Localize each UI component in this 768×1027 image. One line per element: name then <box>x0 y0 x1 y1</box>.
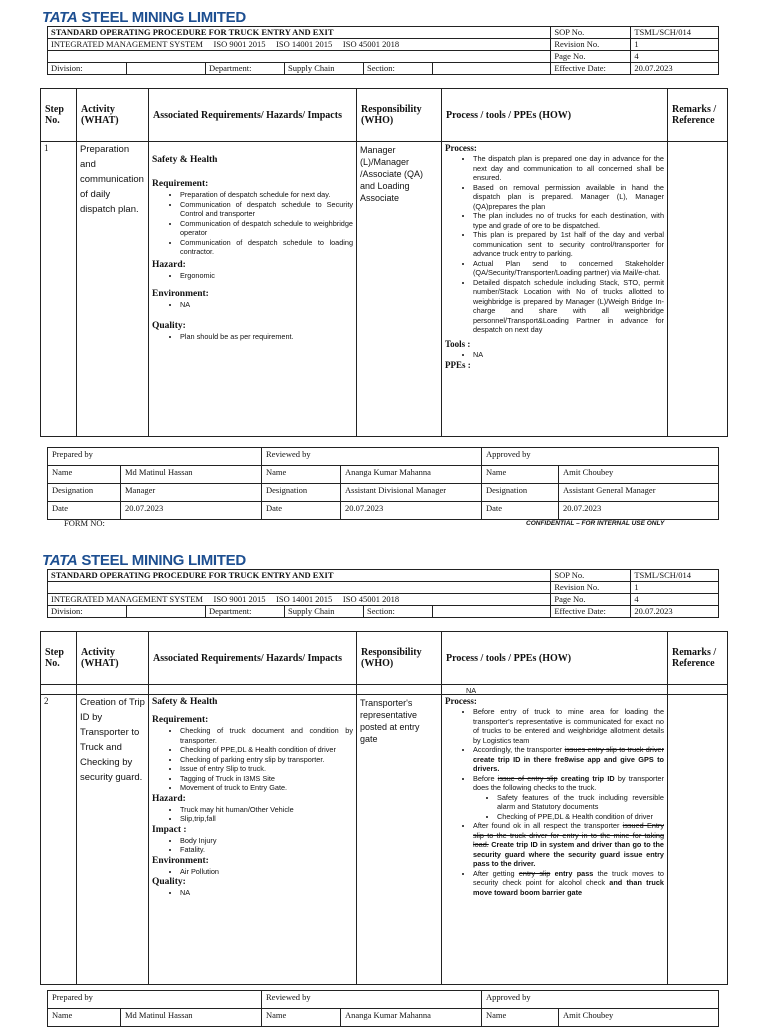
process-cell: NA Process: • Before entry of truck to mine area for loading the transporter's representative is communicated for exact no of trucks to be entered and weighbridge allotment details by Logistics team • Accordingly, the transporter issues entry slip to truck driver create trip ID in there fre8wise app and give GPS to drivers. • Before issue of entry slip creating trip ID by transporter does the following checks to the truck. • Safety features of the truck including reversible alarm and Statutory documents • Checking of PPE,DL & Health condition of driver • After found ok in all respect the transporter issued Entry slip to the truck driver for entry in to the mine for taking load. Create trip ID in system and driver than go to the security guard where the security guard issue entry pass to the driver. • After getting entry slip entry pass the truck moves to security check point for alcohol check and than truck move toward boom barrier gate <box>442 695 668 985</box>
confidential-note: CONFIDENTIAL – FOR INTERNAL USE ONLY <box>526 520 665 527</box>
list-item: • After getting entry slip entry pass the truck moves to security check point for alcohol check and than truck move toward boom barrier gate <box>473 869 664 898</box>
list-item: • Truck may hit human/Other Vehicle <box>180 805 353 815</box>
doc-header: STANDARD OPERATING PROCEDURE FOR TRUCK ENTRY AND EXIT SOP No. TSML/SCH/014 INTEGRATED MANAGEMENT SYSTEM ISO 9001 2015 ISO 14001 2015 ISO 45001 2018 Revision No. 1 Page No. 4 Division: Department: Supply Chain Section: Effective Date: 20.07.2023 <box>47 26 719 75</box>
list-item: • After found ok in all respect the transporter issued Entry slip to the truck driver for entry in to the mine for taking load. Create trip ID in system and driver than go to the security guard where the security guard issue entry pass to the driver. <box>473 821 664 869</box>
activity-cell: Preparation and communication of daily dispatch plan. <box>77 142 149 437</box>
list-item: • Checking of parking entry slip by transporter. <box>180 755 353 765</box>
list-item: • Checking of PPE,DL & Health condition of driver <box>180 745 353 755</box>
list-item: • Safety features of the truck including reversible alarm and Statutory documents <box>497 793 664 812</box>
list-item: • Actual Plan send to concerned Stakeholder (QA/Security/Transporter/Loading partner) via Mail/e-chat. <box>473 259 664 278</box>
list-item: • This plan is prepared by 1st half of the day and verbal communication sent to security control/transporter for advance truck entry to parking. <box>473 230 664 259</box>
process-cell: Process: • The dispatch plan is prepared one day in advance for the next day and communication to all concerned shall be ensured. • Based on removal permission available in hand the dispatch plan is prepared. Manager (L), Manager (QA)prepares the plan • The plan includes no of trucks for each destination, with type and grade of ore to be dispatched. • This plan is prepared by 1st half of the day and verbal communication sent to security control/transporter for advance truck entry to parking. • Actual Plan send to concerned Stakeholder (QA/Security/Transporter/Loading partner) via Mail/e-chat. • Detailed dispatch schedule including Stack, STO, permit number/Stack Location with No of trucks allotted to weighbridge is prepared by Manager (L)/Weigh Bridge In-charge and share with all weighbridge personnel/Transport&Loading Partner in advance for despatch on next day Tools : • NA PPEs : <box>442 142 668 437</box>
list-item: • Checking of truck document and condition by transporter. <box>180 726 353 745</box>
requirement-list <box>152 190 353 257</box>
requirements-cell: Safety & Health Requirement: • Preparation of despatch schedule for next day. • Communication of despatch schedule to Security Control and transporter • Communication of despatch schedule to weighbridge operator • Communication of despatch schedule to loading contractor. Hazard: • Ergonomic Environment: • NA Quality: • Plan should be as per requirement. <box>149 142 357 437</box>
remarks-cell <box>668 695 728 985</box>
revision-number: 1 <box>631 39 719 51</box>
list-item: • Body Injury <box>180 836 353 846</box>
list-item: • Based on removal permission available in hand the dispatch plan is prepared. Manager (L), Manager (QA)prepares the plan <box>473 183 664 212</box>
form-number: FORM NO: <box>64 518 105 528</box>
company-logo: TATA STEEL MINING LIMITED <box>42 9 246 26</box>
page-number: 4 <box>631 51 719 63</box>
list-item: • Slip,trip,fall <box>180 814 353 824</box>
remarks-cell <box>668 142 728 437</box>
list-item: • Before issue of entry slip creating trip ID by transporter does the following checks to the truck. • Safety features of the truck including reversible alarm and Statutory documents • Checking of PPE,DL & Health condition of driver <box>473 774 664 822</box>
company-logo: TATA STEEL MINING LIMITED <box>42 552 246 569</box>
list-item: • Detailed dispatch schedule including Stack, STO, permit number/Stack Location with No of trucks allotted to weighbridge is prepared by Manager (L)/Weigh Bridge In-charge and share with all weighbridge personnel/Transport&Loading Partner in advance for despatch on next day <box>473 278 664 335</box>
procedure-table: Step No. Activity (WHAT) Associated Requirements/ Hazards/ Impacts Responsibility (WHO) Process / tools / PPEs (HOW) Remarks / Reference 2 Creation of Trip ID by Transporter to Truck and Checking by security guard. Safety & Health Requirement: • Checking of truck document and condition by transporter. • Checking of PPE,DL & Health condition of driver • Checking of parking entry slip by transporter. • Issue of entry Slip to truck. • Tagging of Truck in I3MS Site • Movement of truck to Entry Gate. Hazard: • Truck may hit human/Other Vehicle • Slip,trip,fall Impact : • Body Injury • Fatality. Environment: • Air Pollution Quality: • NA Transporter's representative posted at entry gate NA Process: • Before entry of truck to mine area for loading the transporter's representative is communicated for exact no of trucks to be entered and weighbridge allotment details by Logistics team • Accordingly, the transporter issues entry slip to truck driver create trip ID in there fre8wise app and give GPS to drivers. • Before issue of entry slip creating trip ID by transporter does the following checks to the truck. • Safety features of the truck including reversible alarm and Statutory documents • Checking of PPE,DL & Health condition of driver • After found ok in all respect the transporter issued Entry slip to the truck driver for entry in to the mine for taking load. Create trip ID in system and driver than go to the security guard where the security guard issue entry pass to the driver. • After getting entry slip entry pass the truck moves to security check point for alcohol check and than truck move toward boom barrier gate <box>40 631 728 985</box>
step-number: 1 <box>41 142 77 437</box>
sop-number: TSML/SCH/014 <box>631 27 719 39</box>
doc-header: STANDARD OPERATING PROCEDURE FOR TRUCK ENTRY AND EXIT SOP No. TSML/SCH/014 Revision No. 1 INTEGRATED MANAGEMENT SYSTEM ISO 9001 2015 ISO 14001 2015 ISO 45001 2018 Page No. 4 Division: Department: Supply Chain Section: Effective Date: 20.07.2023 <box>47 569 719 618</box>
list-item: • Ergonomic <box>180 271 353 281</box>
list-item: • Communication of despatch schedule to loading contractor. <box>180 238 353 257</box>
list-item: • Issue of entry Slip to truck. <box>180 764 353 774</box>
responsibility-cell: Manager (L)/Manager /Associate (QA) and Loading Associate <box>357 142 442 437</box>
responsibility-cell: Transporter's representative posted at entry gate <box>357 695 442 985</box>
step-number: 2 <box>41 695 77 985</box>
list-item: • Fatality. <box>180 845 353 855</box>
list-item: • Movement of truck to Entry Gate. <box>180 783 353 793</box>
signoff-table: Prepared by Reviewed by Approved by Name Md Matinul Hassan Name Ananga Kumar Mahanna Name Amit Choubey Designation Manager Designation Assistant Divisional Manager Designation Assistant General Manager Date 20.07.2023 Date 20.07.2023 Date 20.07.2023 <box>47 447 719 520</box>
list-item: • Checking of PPE,DL & Health condition of driver <box>497 812 664 822</box>
procedure-table: Step No. Activity (WHAT) Associated Requirements/ Hazards/ Impacts Responsibility (WHO) Process / tools / PPEs (HOW) Remarks / Reference 1 Preparation and communication of daily dispatch plan. Safety & Health Requirement: • Preparation of despatch schedule for next day. • Communication of despatch schedule to Security Control and transporter • Communication of despatch schedule to weighbridge operator • Communication of despatch schedule to loading contractor. Hazard: • Ergonomic Environment: • NA Quality: • Plan should be as per requirement. Manager (L)/Manager /Associate (QA) and Loading Associate Process: • The dispatch plan is prepared one day in advance for the next day and communication to all concerned shall be ensured. • Based on removal permission available in hand the dispatch plan is prepared. Manager (L), Manager (QA)prepares the plan • The plan includes no of trucks for each destination, with type and grade of ore to be dispatched. • This plan is prepared by 1st half of the day and verbal communication sent to security control/transporter for advance truck entry to parking. • Actual Plan send to concerned Stakeholder (QA/Security/Transporter/Loading partner) via Mail/e-chat. • Detailed dispatch schedule including Stack, STO, permit number/Stack Location with No of trucks allotted to weighbridge is prepared by Manager (L)/Weigh Bridge In-charge and share with all weighbridge personnel/Transport&Loading Partner in advance for despatch on next day Tools : • NA PPEs : <box>40 88 728 437</box>
doc-title: STANDARD OPERATING PROCEDURE FOR TRUCK ENTRY AND EXIT <box>48 27 551 39</box>
list-item: • Communication of despatch schedule to weighbridge operator <box>180 219 353 238</box>
list-item: • Communication of despatch schedule to Security Control and transporter <box>180 200 353 219</box>
list-item: • NA <box>473 350 664 360</box>
effective-date: 20.07.2023 <box>631 63 719 75</box>
list-item: • NA <box>180 300 353 310</box>
list-item: • The plan includes no of trucks for each destination, with type and grade of ore to be dispatched. <box>473 211 664 230</box>
list-item: • Air Pollution <box>180 867 353 877</box>
list-item: • Plan should be as per requirement. <box>180 332 353 342</box>
list-item: • Tagging of Truck in I3MS Site <box>180 774 353 784</box>
list-item: • Before entry of truck to mine area for loading the transporter's representative is communicated for exact no of trucks to be entered and weighbridge allotment details by Logistics team <box>473 707 664 745</box>
activity-cell: Creation of Trip ID by Transporter to Truck and Checking by security guard. <box>77 695 149 985</box>
list-item: • The dispatch plan is prepared one day in advance for the next day and communication to all concerned shall be ensured. <box>473 154 664 183</box>
list-item: • Accordingly, the transporter issues entry slip to truck driver create trip ID in there fre8wise app and give GPS to drivers. <box>473 745 664 774</box>
list-item: • Preparation of despatch schedule for next day. <box>180 190 353 200</box>
signoff-table: Prepared by Reviewed by Approved by Name Md Matinul Hassan Name Ananga Kumar Mahanna Name Amit Choubey <box>47 990 719 1027</box>
list-item: • NA <box>180 888 353 898</box>
requirements-cell: Safety & Health Requirement: • Checking of truck document and condition by transporter. • Checking of PPE,DL & Health condition of driver • Checking of parking entry slip by transporter. • Issue of entry Slip to truck. • Tagging of Truck in I3MS Site • Movement of truck to Entry Gate. Hazard: • Truck may hit human/Other Vehicle • Slip,trip,fall Impact : • Body Injury • Fatality. Environment: • Air Pollution Quality: • NA <box>149 695 357 985</box>
